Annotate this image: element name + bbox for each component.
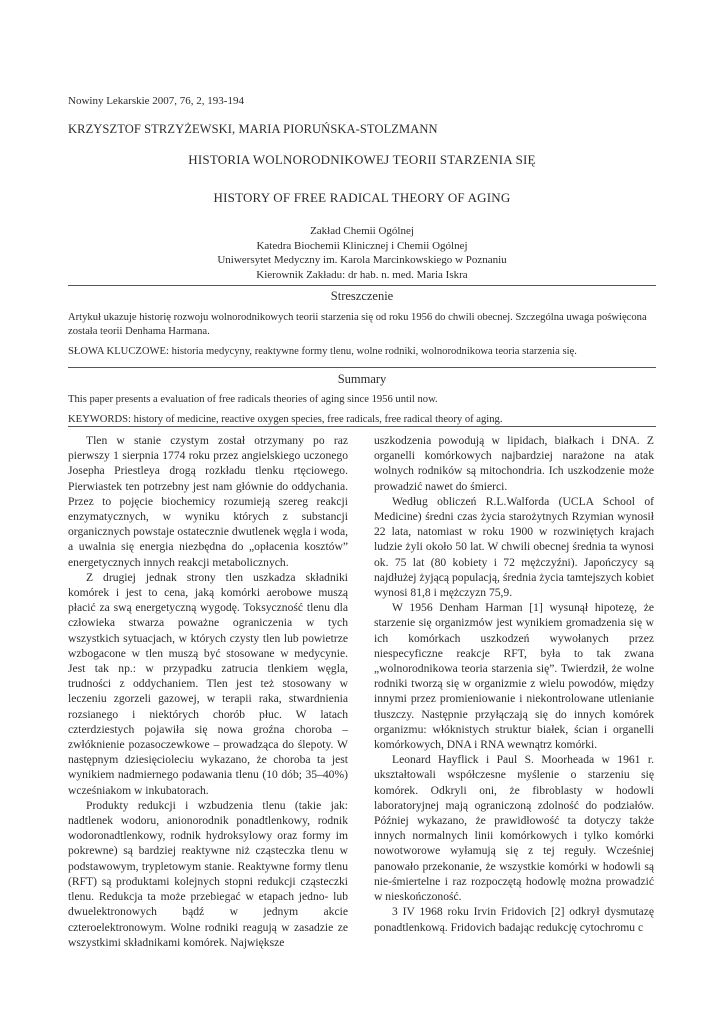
abstract-pl-text: Artykuł ukazuje historię rozwoju wolnorodnikowych teorii starzenia się od roku 1956 do chwili obecnej. Szczególna uwaga poświęcona została teorii Denhama Harmana. xyxy=(68,312,647,337)
authors: KRZYSZTOF STRZYŻEWSKI, MARIA PIORUŃSKA-STOLZMANN xyxy=(68,122,438,136)
title-english: HISTORY OF FREE RADICAL THEORY OF AGING xyxy=(213,190,511,205)
divider xyxy=(68,426,656,427)
body-column-right xyxy=(374,433,654,935)
paragraph: Według obliczeń R.L.Walforda (UCLA School of Medicine) średni czas życia starożytnych Rzymian wynosił 22 lata, natomiast w roku 1900 w rozwiniętych krajach ludzie żyli około 50 lat. W chwili obecnej średnia ta wynosi ok. 75 lat (80 kobiety i 72 mężczyźni). Japończycy są najdłużej żyjącą populacją, średnia życia tamtejszych kobiet wynosi 81,8 i mężczyzn 75,9. xyxy=(374,494,654,600)
paragraph: W 1956 Denham Harman [1] wysunął hipotezę, że starzenie się organizmów jest wynikiem gromadzenia się w ich komórkach uszkodzeń wywołanych przez niespecyficzne reakcje RFT, była to tak zwana „wolnorodnikowa teoria starzenia się”. Twierdził, że wolne rodniki tworzą się w organizmie z wielu powodów, między innymi przez promieniowanie i niekontrolowane utlenianie tłuszczy. Następnie przyłączają się do innych komórek organizmu: włóknistych struktur białek, ścian i organelli komórkowych, DNA i RNA wewnątrz komórki. xyxy=(374,601,654,752)
journal-citation: Nowiny Lekarskie 2007, 76, 2, 193-194 xyxy=(68,95,244,107)
paragraph: Tlen w stanie czystym został otrzymany po raz pierwszy 1 sierpnia 1774 roku przez angielskiego uczonego Josepha Priestleya drogą rozkładu tlenku rtęciowego. Pierwiastek ten potrzebny jest nam głównie do oddychania. Przez to pojęcie biochemicy rozumieją szereg reakcji enzymatycznych, w wyniku których z substancji organicznych powstaje ostatecznie dwutlenek węgla i woda, a uwalnia się energia niezbędna do „opłacenia kosztów” energetycznych innych reakcji metabolicznych. xyxy=(68,434,348,569)
affiliation-line: Zakład Chemii Ogólnej xyxy=(310,225,414,237)
affiliation-line: Uniwersytet Medyczny im. Karola Marcinkowskiego w Poznaniu xyxy=(217,254,507,266)
abstract-pl-heading: Streszczenie xyxy=(330,289,394,303)
abstract-en-heading: Summary xyxy=(337,372,387,386)
divider xyxy=(68,285,656,286)
paragraph: 3 IV 1968 roku Irvin Fridovich [2] odkrył dysmutazę ponadtlenkową. Fridovich badając redukcję cytochromu c xyxy=(374,905,654,934)
title-polish: HISTORIA WOLNORODNIKOWEJ TEORII STARZENIA SIĘ xyxy=(188,152,536,167)
paragraph: Leonard Hayflick i Paul S. Moorheada w 1961 r. ukształtowali współczesne myślenie o starzeniu się komórek. Odkryli oni, że fibroblasty w hodowli laboratoryjnej mają ograniczoną zdolność do podziałów. Później wykazano, że prawidłowość ta dotyczy także innych normalnych linii komórkowych i tylko komórki nowotworowe wyłamują się z tej reguły. Wcześniej panowało przekonanie, że wszystkie komórki w hodowli są nie-śmiertelne i raz rozpoczętą hodowlę można prowadzić w nieskończoność. xyxy=(374,753,654,904)
paragraph: uszkodzenia powodują w lipidach, białkach i DNA. Z organelli komórkowych najbardziej narażone na atak wolnych rodników są mitochondria. Ich uszkodzenie może prowadzić nawet do śmierci. xyxy=(374,434,654,493)
keywords-en: KEYWORDS: history of medicine, reactive oxygen species, free radicals, free radical theory of aging. xyxy=(68,414,503,425)
affiliation xyxy=(68,224,656,282)
affiliation-line: Katedra Biochemii Klinicznej i Chemii Ogólnej xyxy=(256,239,468,252)
divider xyxy=(68,367,656,368)
affiliation-line: Kierownik Zakładu: dr hab. n. med. Maria Iskra xyxy=(256,268,468,281)
abstract-en-text: This paper presents a evaluation of free radicals theories of aging since 1956 until now. xyxy=(68,394,438,405)
paragraph: Z drugiej jednak strony tlen uszkadza składniki komórek i jest to cena, jaką komórki aerobowe muszą płacić za swą energetyczną wygodę. Toksyczność tlenu dla człowieka stwarza poważne ograniczenia w tych wszystkich sytuacjach, w których czysty tlen lub powietrze wzbogacone w tlen muszą być stosowane w medycynie. Jest tak np.: w przypadku zatrucia tlenkiem węgla, trudności z oddychaniem. Tlen jest też stosowany w leczeniu zgorzeli gazowej, w terapii raka, stwardnienia rozsianego i niektórych chorób płuc. W latach czterdziestych pojawiła się nowa groźna choroba – zwłóknienie pozasoczewkowe – prowadząca do ślepoty. W następnym dziesięcioleciu wykazano, że choroba ta jest wynikiem nadmiernego podawania tlenu (10 dób; 35–40%) wcześniakom w inkubatorach. xyxy=(68,570,348,797)
keywords-pl: SŁOWA KLUCZOWE: historia medycyny, reaktywne formy tlenu, wolne rodniki, wolnorodnikowa teoria starzenia się. xyxy=(68,346,577,357)
paragraph: Produkty redukcji i wzbudzenia tlenu (takie jak: nadtlenek wodoru, anionorodnik ponadtlenkowy, rodnik wodoronadtlenkowy, rodnik hydroksylowy oraz formy im pokrewne) są bardziej reaktywne niż cząsteczka tlenu w podstawowym, trypletowym stanie. Reaktywne formy tlenu (RFT) są produktami kolejnych stopni redukcji cząsteczki tlenu. Redukcja ta może przebiegać w etapach jedno- lub dwuelektronowych bądź w jednym akcie czteroelektronowym. Wolne rodniki reagują w zasadzie ze wszystkimi składnikami komórek. Największe xyxy=(68,798,348,949)
body-column-left xyxy=(68,433,348,950)
